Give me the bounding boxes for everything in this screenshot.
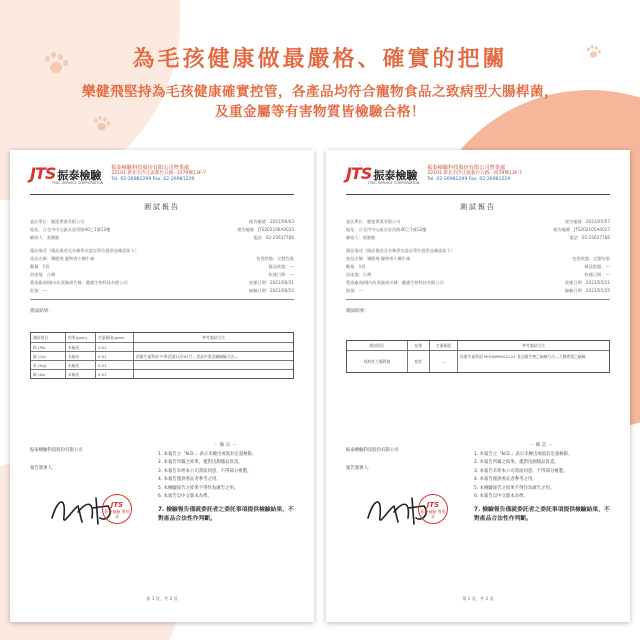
subheadline-line-1: 樂健飛堅持為毛孩健康確實控管，各產品均符合寵物食品之致病型大腸桿菌， [82, 84, 558, 100]
info-row: 批號：--- 檢驗日期：2021/06/22 [30, 288, 294, 293]
company-address: 22101 新北市汐止區新台五路一段79號13F-7 [111, 171, 207, 176]
info-row: 製造廠商/國內負責廠商名稱：慶鎮生物科技有限公司 收樣日期：2021/06/21 [30, 280, 294, 285]
logo-cn: 振泰檢驗 [373, 169, 418, 182]
note-item: 3. 本報告未經本公司書面同意，不得部分複製。 [474, 468, 568, 474]
results-label: 測試結果： [30, 308, 53, 314]
company-address: 22101 新北市汐止區新台五路一段79號13F-7 [427, 171, 523, 176]
divider [346, 299, 610, 300]
sample-description-label: 樣品描述（樣品描述及名稱係由委託單位提供並確認如下） [30, 248, 139, 253]
official-stamp: JTS 振泰檢驗 專用章 [102, 494, 132, 524]
logo-en: JTSIC SERVICE CORPORATION [52, 181, 104, 185]
logo-cn: 振泰檢驗 [57, 169, 102, 182]
info-row: 產品名稱：樂健飛 寵物香＊鯛牛凍 包裝狀態：完整包裝 [30, 256, 294, 261]
company-phone: Tel. 02-26981299 Fax. 02-26981229 [427, 177, 511, 182]
info-row: 數量：1袋 樣品狀態：--- [346, 264, 610, 269]
table-header: 測試項目 結果(ppm) 定量極限(ppm) 參考測試方法 [31, 333, 293, 342]
sample-info [346, 255, 610, 295]
sample-description-label: 樣品描述（樣品描述及名稱係由委託單位提供並確認如下） [346, 248, 455, 253]
headline: 為毛孩健康做最嚴格、確實的把關 [132, 47, 508, 72]
subheadline-line-2: 及重金屬等有害物質皆檢驗合格！ [215, 104, 425, 120]
company-phone: Tel. 02-26981299 Fax. 02-26981229 [111, 177, 195, 182]
test-report-ecoli [326, 150, 630, 622]
notes-box [474, 442, 610, 524]
logo-jts: JTS [346, 164, 372, 183]
info-row: 地址：台北市中山區長安西路40之1號12樓 報告編號：JTS202106A0033 [30, 227, 294, 232]
note-item: 4. 本報告僅供委託者參考之用。 [158, 477, 221, 482]
report-signer-label: 報告簽署人： [30, 466, 57, 471]
report-signer-label: 報告簽署人： [346, 466, 373, 471]
info-row: 原產地：台灣 收樣日期：--- [346, 272, 610, 277]
table-row: 汞 (Hg) 未檢出 0.01 [31, 360, 293, 369]
letterhead [30, 164, 294, 190]
note-item: 6. 本報告以中文版本為準。 [474, 494, 528, 499]
info-row: 聯絡人：張駿駿 電話：02-25637786 [30, 235, 294, 240]
letterhead-info [111, 165, 206, 183]
info-row: 批號：--- 檢驗日期：2021/05/25 [346, 288, 610, 293]
report-title: 測試報告 [144, 203, 180, 211]
page-footer: 第 1 頁，共 2 頁 [146, 596, 178, 601]
info-row: 製造廠商/國內負責廠商名稱：慶鎮生物科技有限公司 收樣日期：2021/05/21 [346, 280, 610, 285]
divider [30, 194, 294, 195]
client-info [30, 218, 294, 242]
page-footer: 第 1 頁，共 2 頁 [462, 596, 494, 601]
note-item: 4. 本報告僅供委託者參考之用。 [474, 477, 537, 482]
logo-en: JTSIC SERVICE CORPORATION [368, 181, 420, 185]
company-name: 振泰檢驗科技股份有限公司營業處 [111, 165, 190, 171]
jts-logo [346, 164, 419, 185]
info-row: 產品名稱：樂健飛 寵物香＊鯛牛凍 包裝狀態：完整包裝 [346, 256, 610, 261]
official-stamp: JTS 振泰檢驗 專用章 [418, 494, 448, 524]
table-row: 致病性大腸桿菌 陰性 --- 依衛生福利部 MOHWM0012.01 食品微生物之檢驗方法—大腸桿菌之檢驗 [347, 350, 609, 372]
test-report-heavy-metals [10, 150, 314, 622]
notes-box [158, 442, 294, 524]
info-row: 數量：1袋 樣品狀態：--- [30, 264, 294, 269]
note-item: 2. 本報告所載之結果，僅對送測樣品負責。 [474, 460, 559, 465]
report-title: 測試報告 [460, 203, 496, 211]
jts-logo [30, 164, 103, 185]
company-name: 振泰檢驗科技股份有限公司營業處 [427, 165, 506, 171]
note-item: 1. 本報告之「N.D.」表示未檢出或低於定量極限。 [474, 451, 573, 457]
info-row: 委託單位：駿達實業有限公司 報告編號：2021/06/03 [30, 219, 294, 224]
notes-heading: －備註－ [529, 443, 555, 448]
sample-info [30, 255, 294, 295]
table-row: 鉛 (Pb) 未檢出 0.01 [31, 342, 293, 351]
note-item: 5. 本檢驗報告之結果不得作為廣告之用。 [158, 485, 239, 491]
table-row: 砷 (As) 未檢出 0.01 [31, 369, 293, 378]
table-header: 測試項目 結果 定量極限 參考測試方法 [347, 341, 609, 350]
note-item: 3. 本報告未經本公司書面同意，不得部分複製。 [158, 468, 252, 474]
info-row: 原產地：台灣 收樣日期：--- [30, 272, 294, 277]
table-row: 鎘 (Cd) 未檢出 0.01 依衛生福利部 中華民國11年02月…食品中重金屬檢驗方法— [31, 351, 293, 360]
divider [346, 194, 610, 195]
note-item: 6. 本報告以中文版本為準。 [158, 494, 212, 499]
info-row: 聯絡人：張駿駿 電話：02-25637786 [346, 235, 610, 240]
lab-company-name: 振泰檢驗科技股份有限公司 [346, 448, 399, 453]
results-label: 測試結果： [346, 308, 369, 314]
info-row: 地址：台北市中山區長安西路40之1號12樓 報告編號：JTS202105A0027 [346, 227, 610, 232]
note-item: 5. 本檢驗報告之結果不得作為廣告之用。 [474, 485, 555, 491]
note-item: 2. 本報告所載之結果，僅對送測樣品負責。 [158, 460, 243, 465]
letterhead [346, 164, 610, 190]
note-item-emphasis: 7. 檢驗報告僅就委託者之委託事項提供檢驗結果，不對產品合法性作判斷。 [158, 506, 294, 522]
results-table [346, 340, 610, 373]
results-table [30, 332, 294, 379]
divider [30, 299, 294, 300]
note-item-emphasis: 7. 檢驗報告僅就委託者之委託事項提供檢驗結果，不對產品合法性作判斷。 [474, 506, 610, 522]
client-info [346, 218, 610, 242]
letterhead-info [427, 165, 522, 183]
lab-company-name: 振泰檢驗科技股份有限公司 [30, 448, 83, 453]
notes-heading: －備註－ [213, 443, 239, 448]
info-row: 委託單位：駿達實業有限公司 報告編號：2021/05/07 [346, 219, 610, 224]
note-item: 1. 本報告之「N.D.」表示未檢出或低於定量極限。 [158, 451, 257, 457]
logo-jts: JTS [30, 164, 56, 183]
